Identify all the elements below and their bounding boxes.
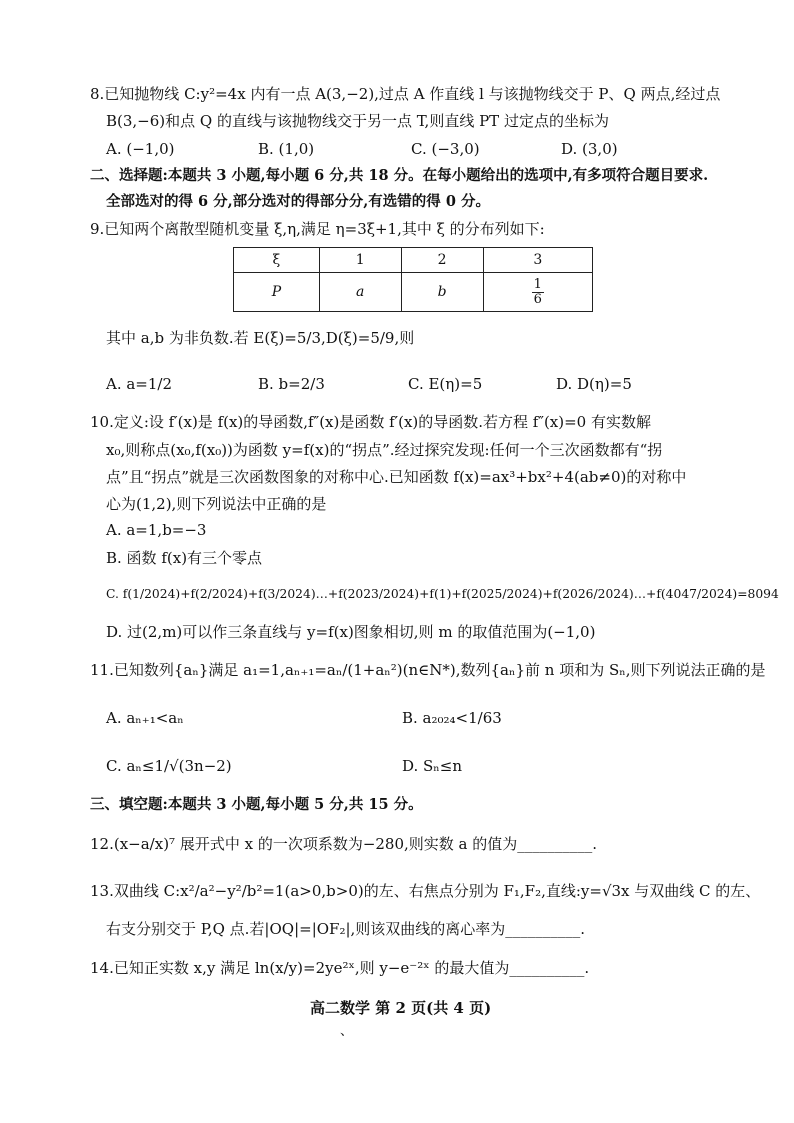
q13-line1: 13.双曲线 C:x²/a²−y²/b²=1(a>0,b>0)的左、右焦点分别为 F₁,F₂,直线:y=√3x 与双曲线 C 的左、 [90, 882, 761, 900]
table-header-2: 2 [401, 248, 483, 273]
q10-line4: 心为(1,2),则下列说法中正确的是 [106, 495, 327, 513]
q10-option-d: D. 过(2,m)可以作三条直线与 y=f(x)图象相切,则 m 的取值范围为(−1,0) [106, 623, 596, 641]
q14-text: 14.已知正实数 x,y 满足 ln(x/y)=2ye²ˣ,则 y−e⁻²ˣ 的最大值为__________. [90, 959, 590, 977]
q8-line1: 8.已知抛物线 C:y²=4x 内有一点 A(3,−2),过点 A 作直线 l 与该抛物线交于 P、Q 两点,经过点 [90, 85, 721, 103]
table-header-xi: ξ [234, 248, 320, 273]
page-footer: 高二数学 第 2 页(共 4 页) [310, 999, 492, 1017]
q11-option-b: B. a₂₀₂₄<1/63 [402, 709, 502, 727]
q10-option-c: C. f(1/2024)+f(2/2024)+f(3/2024)…+f(2023/2024)+f(1)+f(2025/2024)+f(2026/2024)…+f(4047/2024)=8094 [106, 587, 779, 601]
q9-condition: 其中 a,b 为非负数.若 E(ξ)=5/3,D(ξ)=5/9,则 [106, 329, 415, 347]
q10-line2: x₀,则称点(x₀,f(x₀))为函数 y=f(x)的“拐点”.经过探究发现:任何一个三次函数都有“拐 [106, 441, 663, 459]
fraction-denominator: 6 [533, 291, 542, 307]
q9-option-c: C. E(η)=5 [408, 375, 483, 393]
q12-text: 12.(x−a/x)⁷ 展开式中 x 的一次项系数为−280,则实数 a 的值为__________. [90, 835, 598, 853]
fraction-one-sixth [532, 278, 544, 307]
q9-option-b: B. b=2/3 [258, 375, 325, 393]
q11-option-d: D. Sₙ≤n [402, 757, 463, 775]
q10-line3: 点”且“拐点”就是三次函数图象的对称中心.已知函数 f(x)=ax³+bx²+4(ab≠0)的对称中 [106, 468, 687, 486]
q8-line2: B(3,−6)和点 Q 的直线与该抛物线交于另一点 T,则直线 PT 过定点的坐标为 [106, 112, 609, 130]
table-cell-b: b [401, 273, 483, 312]
table-cell-a: a [319, 273, 401, 312]
table-header-3: 3 [483, 248, 592, 273]
section2-heading-line1: 二、选择题:本题共 3 小题,每小题 6 分,共 18 分。在每小题给出的选项中,有多项符合题目要求. [90, 167, 709, 184]
q10-option-a: A. a=1,b=−3 [106, 521, 207, 539]
q11-stem: 11.已知数列{aₙ}满足 a₁=1,aₙ₊₁=aₙ/(1+aₙ²)(n∈N*),数列{aₙ}前 n 项和为 Sₙ,则下列说法正确的是 [90, 661, 766, 679]
q9-option-a: A. a=1/2 [106, 375, 173, 393]
q10-line1: 10.定义:设 f′(x)是 f(x)的导函数,f″(x)是函数 f′(x)的导函数.若方程 f″(x)=0 有实数解 [90, 413, 651, 431]
section3-heading: 三、填空题:本题共 3 小题,每小题 5 分,共 15 分。 [90, 796, 423, 813]
q8-option-b: B. (1,0) [258, 140, 315, 158]
table-cell-fraction [483, 273, 592, 312]
q11-option-c: C. aₙ≤1/√(3n−2) [106, 757, 232, 775]
q9-option-d: D. D(η)=5 [556, 375, 632, 393]
q9-stem: 9.已知两个离散型随机变量 ξ,η,满足 η=3ξ+1,其中 ξ 的分布列如下: [90, 220, 545, 238]
q11-option-a: A. aₙ₊₁<aₙ [106, 709, 184, 727]
q10-option-b: B. 函数 f(x)有三个零点 [106, 549, 263, 567]
q8-option-a: A. (−1,0) [106, 140, 175, 158]
q8-option-c: C. (−3,0) [411, 140, 480, 158]
table-cell-p: P [234, 273, 320, 312]
table-header-1: 1 [319, 248, 401, 273]
stray-mark: 、 [340, 1024, 354, 1039]
q13-line2: 右支分别交于 P,Q 点.若|OQ|=|OF₂|,则该双曲线的离心率为__________. [106, 920, 586, 938]
fraction-numerator: 1 [533, 276, 542, 292]
q8-option-d: D. (3,0) [561, 140, 618, 158]
distribution-table [233, 247, 593, 312]
section2-heading-line2: 全部选对的得 6 分,部分选对的得部分分,有选错的得 0 分。 [106, 193, 490, 210]
